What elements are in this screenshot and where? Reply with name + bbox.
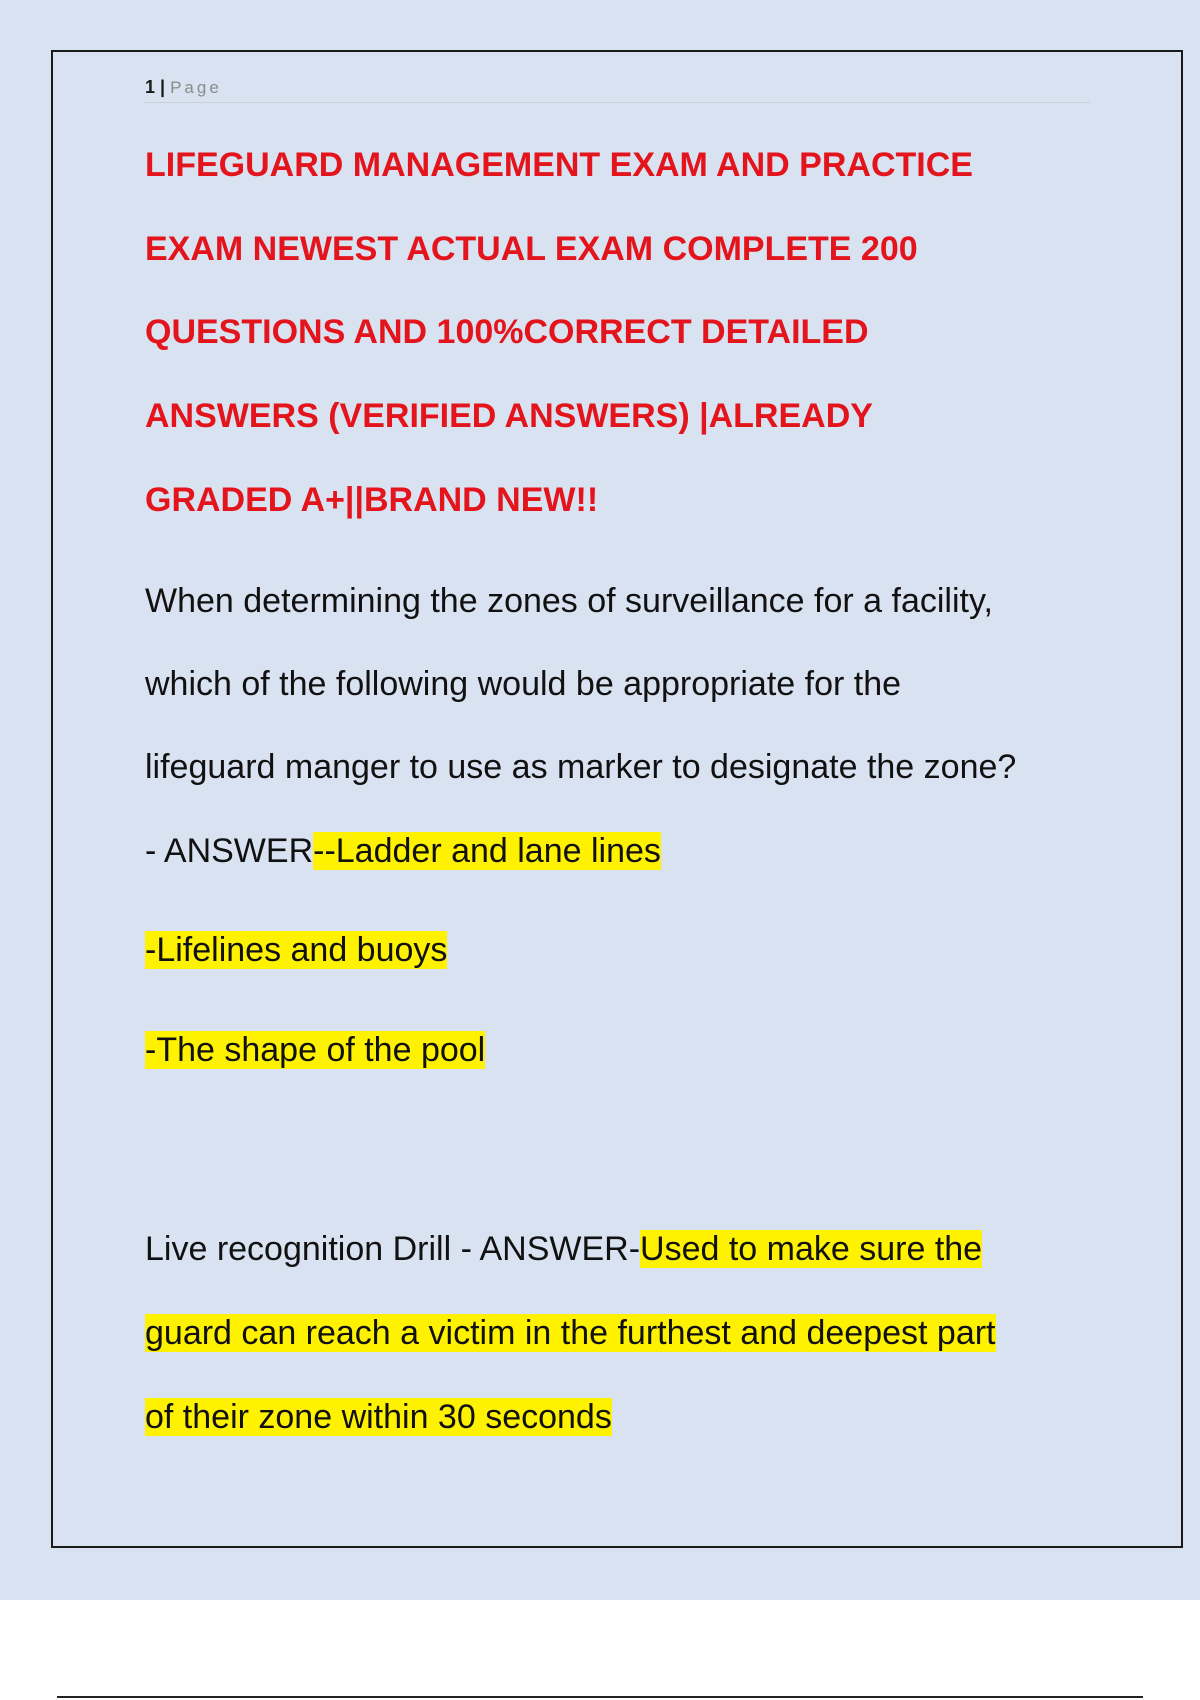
page-number: 1 xyxy=(145,77,156,97)
answer-line xyxy=(145,831,661,871)
highlighted-answer: guard can reach a victim in the furthest and deepest part xyxy=(145,1314,996,1352)
answer-line xyxy=(145,1397,612,1437)
footer-divider xyxy=(57,1696,1143,1698)
highlighted-answer: Used to make sure the xyxy=(640,1230,983,1268)
question-line: which of the following would be appropriate for the xyxy=(145,665,902,703)
title-line: LIFEGUARD MANAGEMENT EXAM AND PRACTICE xyxy=(145,146,973,184)
answer-line xyxy=(145,1030,485,1070)
highlighted-answer: of their zone within 30 seconds xyxy=(145,1398,612,1436)
question-text: Live recognition Drill - ANSWER- xyxy=(145,1230,641,1268)
answer-line xyxy=(145,930,447,970)
title-line: EXAM NEWEST ACTUAL EXAM COMPLETE 200 xyxy=(145,230,918,268)
page-separator: | xyxy=(160,77,166,97)
answer-prefix: - ANSWER xyxy=(145,832,314,870)
question-line: lifeguard manger to use as marker to designate the zone? xyxy=(145,748,1017,786)
page-label: Page xyxy=(170,78,222,97)
question-line: When determining the zones of surveillance for a facility, xyxy=(145,582,993,620)
title-line: QUESTIONS AND 100%CORRECT DETAILED xyxy=(145,313,869,351)
question-line xyxy=(145,1229,982,1269)
page-header xyxy=(145,74,1090,103)
answer-line xyxy=(145,1313,996,1353)
title-line: GRADED A+||BRAND NEW!! xyxy=(145,481,599,519)
highlighted-answer: -Lifelines and buoys xyxy=(145,931,448,969)
highlighted-answer: --Ladder and lane lines xyxy=(313,832,661,870)
title-line: ANSWERS (VERIFIED ANSWERS) |ALREADY xyxy=(145,397,873,435)
highlighted-answer: -The shape of the pool xyxy=(145,1031,486,1069)
